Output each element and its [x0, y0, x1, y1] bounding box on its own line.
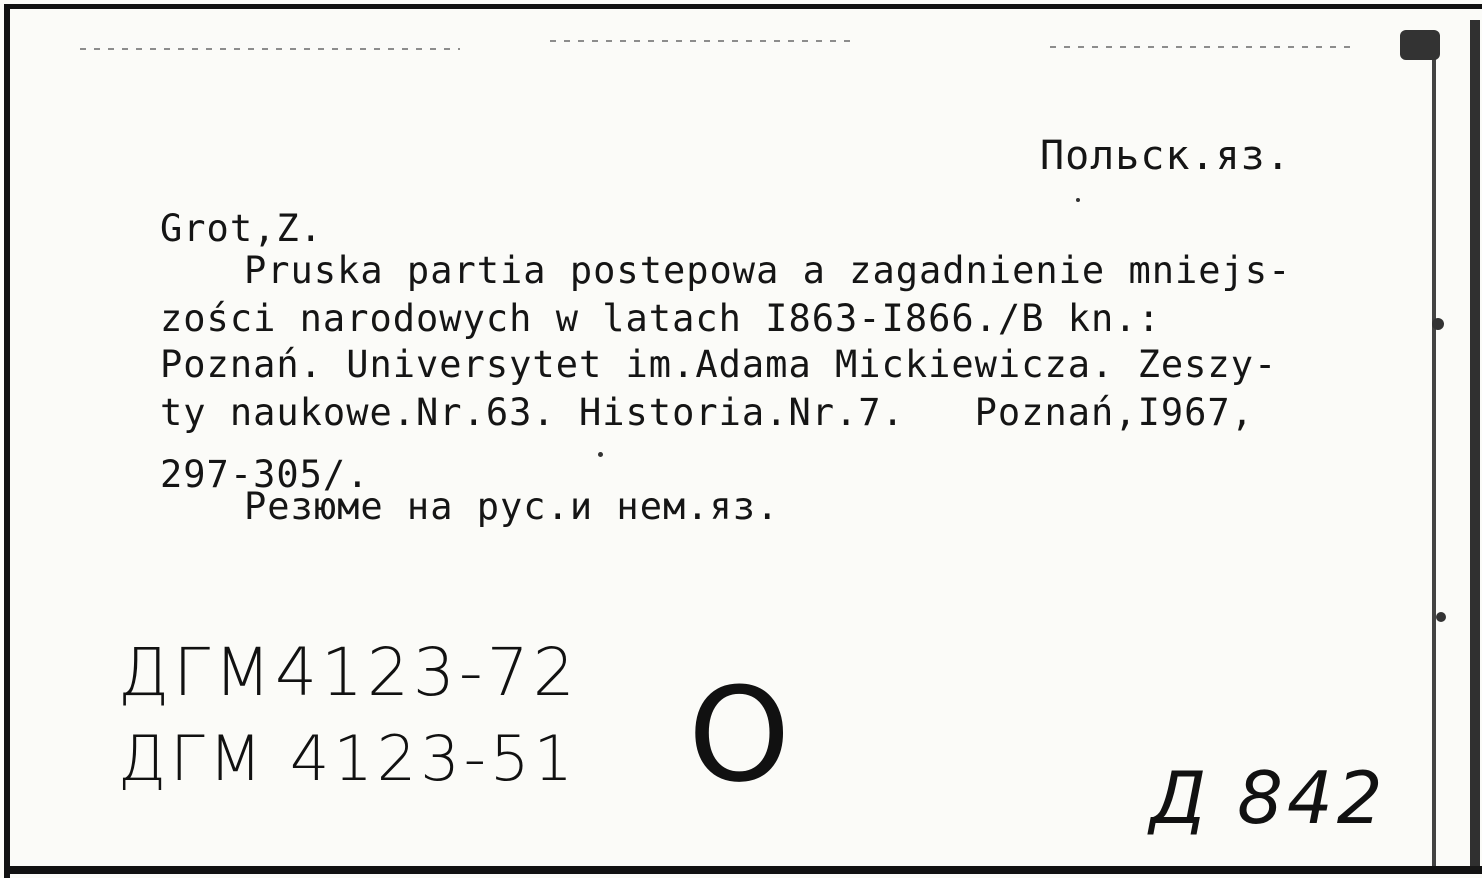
body-line-4: ty naukowe.Nr.63. Historia.Nr.7. Poznań,I967, — [160, 391, 1254, 434]
card-left-border — [4, 4, 10, 878]
punch-mark — [1432, 318, 1444, 330]
body-line-2: zości narodowych w latach I863-I866./B kn.: — [160, 297, 1161, 340]
card-right-rule — [1432, 40, 1436, 866]
faint-dash-line — [1050, 46, 1350, 48]
card-top-border — [6, 4, 1482, 9]
faint-dash-line — [550, 40, 850, 42]
card-bottom-border — [4, 866, 1482, 874]
card-right-edge — [1470, 20, 1480, 870]
ink-speck — [598, 452, 603, 457]
corner-stain — [1400, 30, 1440, 60]
author-line: Grot,Z. — [160, 207, 323, 250]
subject-heading: Польск.яз. — [1040, 133, 1291, 179]
body-line-1: Pruska partia postepowa a zagadnienie mniejs- — [244, 249, 1292, 292]
body-line-5: 297-305/. — [160, 453, 370, 496]
handwritten-code-1: ДГМ4123-72 — [118, 634, 579, 711]
handwritten-circle-mark: O — [688, 659, 795, 811]
ink-speck — [1076, 198, 1080, 202]
faint-dash-line — [80, 48, 460, 50]
body-line-3: Poznań. Universytet im.Adama Mickiewicza. Zeszy- — [160, 343, 1278, 386]
punch-mark — [1436, 612, 1446, 622]
handwritten-code-2: ДГМ 4123-51 — [118, 722, 577, 795]
summary-note: Резюме на рус.и нем.яз. — [244, 485, 780, 528]
shelf-number: Д 842 — [1150, 756, 1387, 840]
